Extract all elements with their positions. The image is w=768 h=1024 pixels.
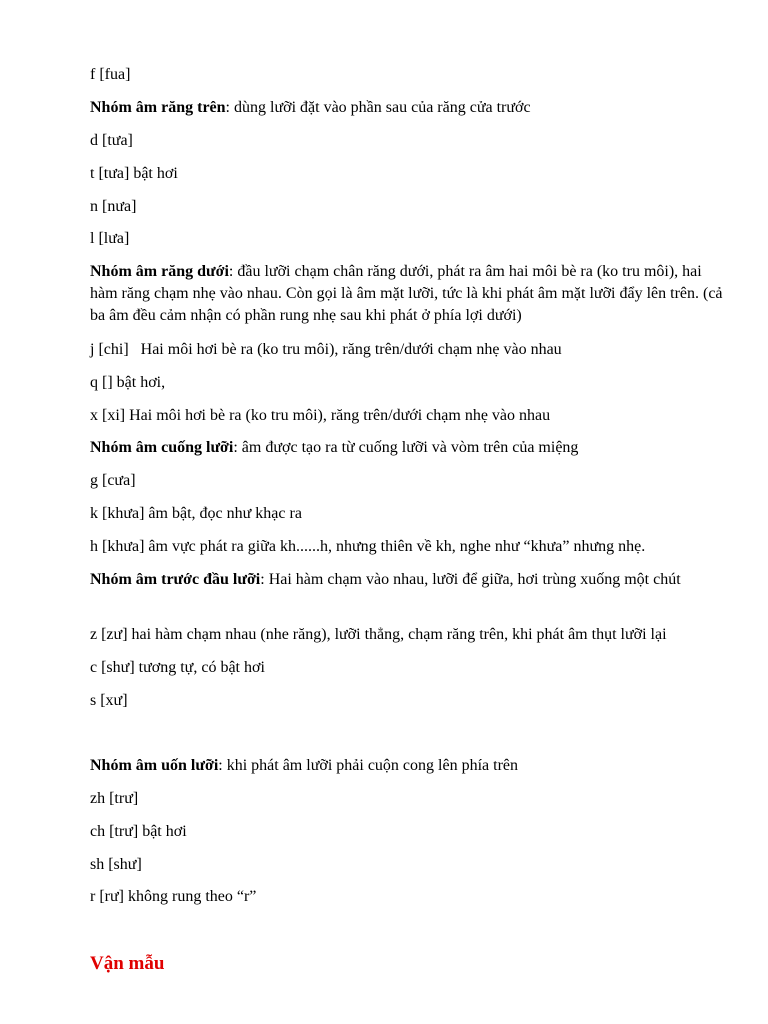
group-heading-upper-teeth [90, 97, 740, 119]
text-line: d [tưa] [90, 132, 133, 149]
group-heading-tongue-root [90, 437, 740, 459]
group-description: : âm được tạo ra từ cuống lưỡi và vòm trên của miệng [233, 439, 579, 456]
group-description: : Hai hàm chạm vào nhau, lưỡi để giữa, hơi trùng xuống một chút [260, 571, 681, 588]
text-line: sh [shư] [90, 856, 142, 873]
section-heading: Vận mẫu [90, 953, 165, 974]
text-line: f [fua] [90, 66, 131, 83]
group-title: Nhóm âm cuống lưỡi [90, 439, 234, 456]
group-heading-tongue-tip [90, 569, 720, 591]
group-title: Nhóm âm răng trên [90, 99, 226, 116]
text-line: z [zư] hai hàm chạm nhau (nhe răng), lưỡi thẳng, chạm răng trên, khi phát âm thụt lưỡi lại [90, 626, 667, 643]
text-line: ch [trư] bật hơi [90, 823, 187, 840]
group-title: Nhóm âm uốn lưỡi [90, 757, 219, 774]
text-line: r [rư] không rung theo “r” [90, 888, 257, 905]
text-line: t [tưa] bật hơi [90, 165, 178, 182]
group-heading-lower-teeth [90, 261, 730, 327]
group-description: : dùng lưỡi đặt vào phần sau của răng cửa trước [225, 99, 531, 116]
text-line: h [khưa] âm vực phát ra giữa kh......h, nhưng thiên về kh, nghe như “khưa” nhưng nhẹ. [90, 538, 646, 555]
text-line: j [chi] Hai môi hơi bè ra (ko tru môi), răng trên/dưới chạm nhẹ vào nhau [90, 341, 562, 358]
text-line: zh [trư] [90, 790, 139, 807]
text-line: s [xư] [90, 692, 128, 709]
text-line: q [] bật hơi, [90, 374, 166, 391]
group-heading-retroflex [90, 755, 740, 777]
text-line: c [shư] tương tự, có bật hơi [90, 659, 265, 676]
group-description: : khi phát âm lưỡi phải cuộn cong lên phía trên [218, 757, 518, 774]
group-title: Nhóm âm trước đầu lưỡi [90, 571, 261, 588]
text-line: x [xi] Hai môi hơi bè ra (ko tru môi), răng trên/dưới chạm nhẹ vào nhau [90, 407, 551, 424]
text-line: g [cưa] [90, 472, 136, 489]
group-title: Nhóm âm răng dưới [90, 263, 229, 280]
group-description: : đầu lưỡi chạm chân răng dưới, phát ra âm hai môi bè ra (ko tru môi), hai hàm răng chạm nhẹ vào nhau. Còn gọi là âm mặt lưỡi, tức là khi phát âm mặt lưỡi đẩy lên trên. (cả ba âm đều cảm nhận có phần rung nhẹ sau khi phát ở phía lợi dưới) [90, 263, 723, 324]
text-line: n [nưa] [90, 198, 137, 215]
text-line: k [khưa] âm bật, đọc như khạc ra [90, 505, 302, 522]
text-line: l [lưa] [90, 230, 130, 247]
